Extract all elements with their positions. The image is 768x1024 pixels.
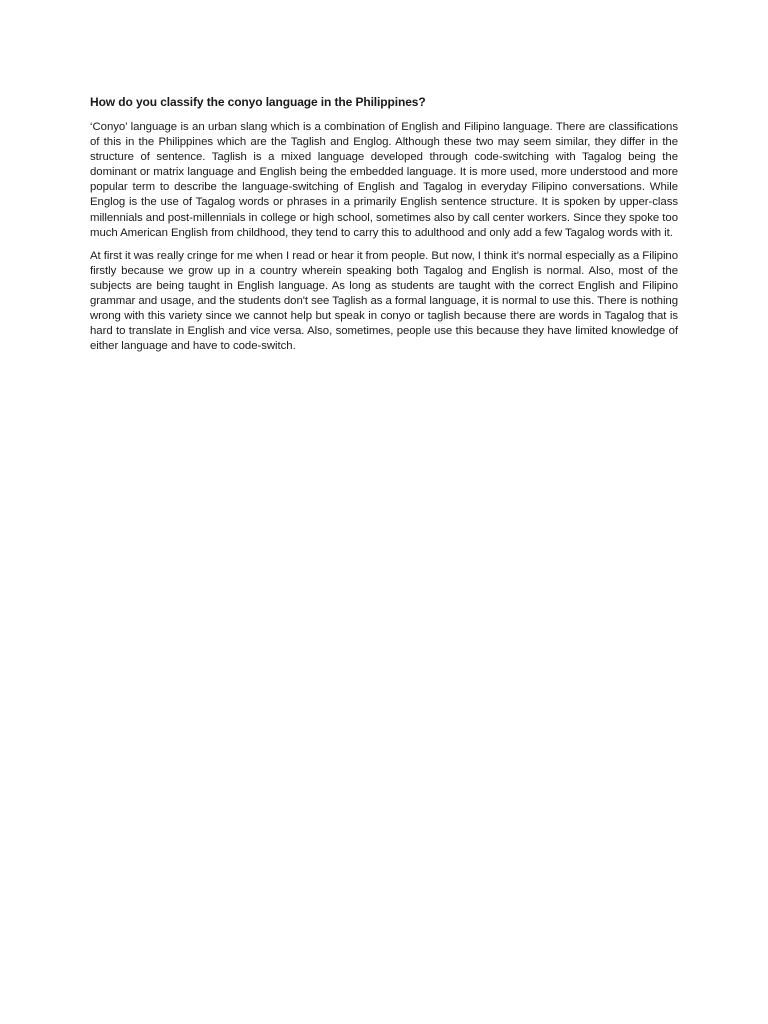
document-body — [90, 94, 678, 362]
document-heading: How do you classify the conyo language in the Philippines? — [90, 95, 426, 109]
paragraph-1: ‘Conyo’ language is an urban slang which is a combination of English and Filipino language. There are classifications of this in the Philippines which are the Taglish and Englog. Although these two may seem similar, they differ in the structure of sentence. Taglish is a mixed language developed through code-switching with Tagalog being the dominant or matrix language and English being the embedded language. It is more used, more understood and more popular term to describe the language-switching of English and Tagalog in everyday Filipino conversations. While Englog is the use of Tagalog words or phrases in a primarily English sentence structure. It is spoken by upper-class millennials and post-millennials in college or high school, sometimes also by call center workers. Since they spoke too much American English from childhood, they tend to carry this to adulthood and only add a few Tagalog words with it. — [90, 121, 678, 239]
paragraph-2: At first it was really cringe for me when I read or hear it from people. But now, I think it’s normal especially as a Filipino firstly because we grow up in a country wherein speaking both Tagalog and English is normal. Also, most of the subjects are being taught in English language. As long as students are taught with the correct English and Filipino grammar and usage, and the students don't see Taglish as a formal language, it is normal to use this. There is nothing wrong with this variety since we cannot help but speak in conyo or taglish because there are words in Tagalog that is hard to translate in English and vice versa. Also, sometimes, people use this because they have limited knowledge of either language and have to code-switch. — [90, 249, 678, 353]
